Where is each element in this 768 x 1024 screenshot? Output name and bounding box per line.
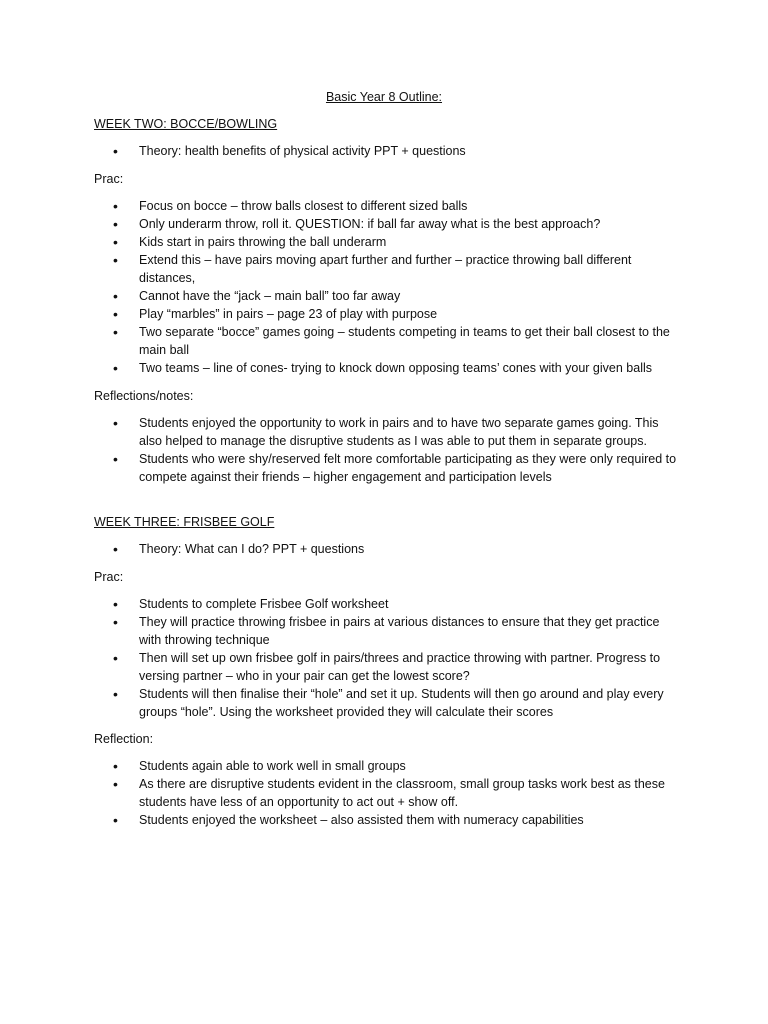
- list-item: • Cannot have the “jack – main ball” too far away: [113, 288, 401, 304]
- week-two-reflections-list: [0, 414, 684, 486]
- bullet-icon: •: [113, 198, 118, 214]
- list-item: • Play “marbles” in pairs – page 23 of play with purpose: [113, 306, 438, 322]
- bullet-icon: •: [113, 306, 118, 322]
- bullet-icon: •: [113, 415, 118, 431]
- bullet-icon: •: [113, 288, 118, 304]
- list-item: • Students enjoyed the worksheet – also assisted them with numeracy capabilities: [113, 812, 584, 828]
- week-two-theory-list: [0, 142, 684, 160]
- list-item: • Theory: What can I do? PPT + questions: [113, 541, 365, 557]
- list-item: • Students enjoyed the opportunity to work in pairs and to have two separate games going. This also helped to manage the disruptive students as I was able to put them in separate groups.: [113, 415, 659, 448]
- bullet-icon: •: [113, 451, 118, 467]
- week-two-prac-label: Prac:: [94, 172, 124, 186]
- bullet-icon: •: [113, 252, 118, 268]
- list-item: • Students to complete Frisbee Golf worksheet: [113, 596, 389, 612]
- bullet-icon: •: [113, 812, 118, 828]
- bullet-icon: •: [113, 216, 118, 232]
- week-three-heading: WEEK THREE: FRISBEE GOLF: [94, 515, 275, 529]
- list-item: • Students will then finalise their “hole” and set it up. Students will then go around and play every groups “hole”. Using the worksheet provided they will calculate their scores: [113, 686, 664, 719]
- bullet-icon: •: [113, 596, 118, 612]
- list-item: • Extend this – have pairs moving apart further and further – practice throwing ball different distances,: [113, 252, 632, 285]
- week-two-prac-list: [0, 197, 684, 377]
- week-three-theory-list: [0, 540, 684, 558]
- week-three-prac-label: Prac:: [94, 570, 124, 584]
- list-item: • Only underarm throw, roll it. QUESTION: if ball far away what is the best approach?: [113, 216, 601, 232]
- list-item: • Two separate “bocce” games going – students competing in teams to get their ball closest to the main ball: [113, 324, 670, 357]
- week-three-prac-list: [0, 595, 684, 721]
- document-title: Basic Year 8 Outline:: [325, 90, 443, 104]
- bullet-icon: •: [113, 234, 118, 250]
- bullet-icon: •: [113, 686, 118, 702]
- week-three-reflection-label: Reflection:: [94, 732, 154, 746]
- list-item: • As there are disruptive students evident in the classroom, small group tasks work best as these students have less of an opportunity to act out + show off.: [113, 776, 665, 809]
- list-item: • Students again able to work well in small groups: [113, 758, 406, 774]
- list-item: • Kids start in pairs throwing the ball underarm: [113, 234, 387, 250]
- list-item: • Theory: health benefits of physical activity PPT + questions: [113, 143, 466, 159]
- bullet-icon: •: [113, 758, 118, 774]
- bullet-icon: •: [113, 614, 118, 630]
- list-item: • They will practice throwing frisbee in pairs at various distances to ensure that they get practice with throwing technique: [113, 614, 660, 647]
- list-item: • Then will set up own frisbee golf in pairs/threes and practice throwing with partner. Progress to versing partner – who in your pair can get the lowest score?: [113, 650, 661, 683]
- bullet-icon: •: [113, 324, 118, 340]
- week-three-reflections-list: [0, 757, 684, 829]
- bullet-icon: •: [113, 541, 118, 557]
- bullet-icon: •: [113, 143, 118, 159]
- list-item: • Students who were shy/reserved felt more comfortable participating as they were only required to compete against their friends – higher engagement and participation levels: [113, 451, 677, 484]
- list-item: • Focus on bocce – throw balls closest to different sized balls: [113, 198, 468, 214]
- week-two-heading: WEEK TWO: BOCCE/BOWLING: [94, 117, 278, 131]
- week-two-reflections-label: Reflections/notes:: [94, 389, 194, 403]
- bullet-icon: •: [113, 650, 118, 666]
- bullet-icon: •: [113, 360, 118, 376]
- list-item: • Two teams – line of cones- trying to knock down opposing teams’ cones with your given balls: [113, 360, 652, 376]
- bullet-icon: •: [113, 776, 118, 792]
